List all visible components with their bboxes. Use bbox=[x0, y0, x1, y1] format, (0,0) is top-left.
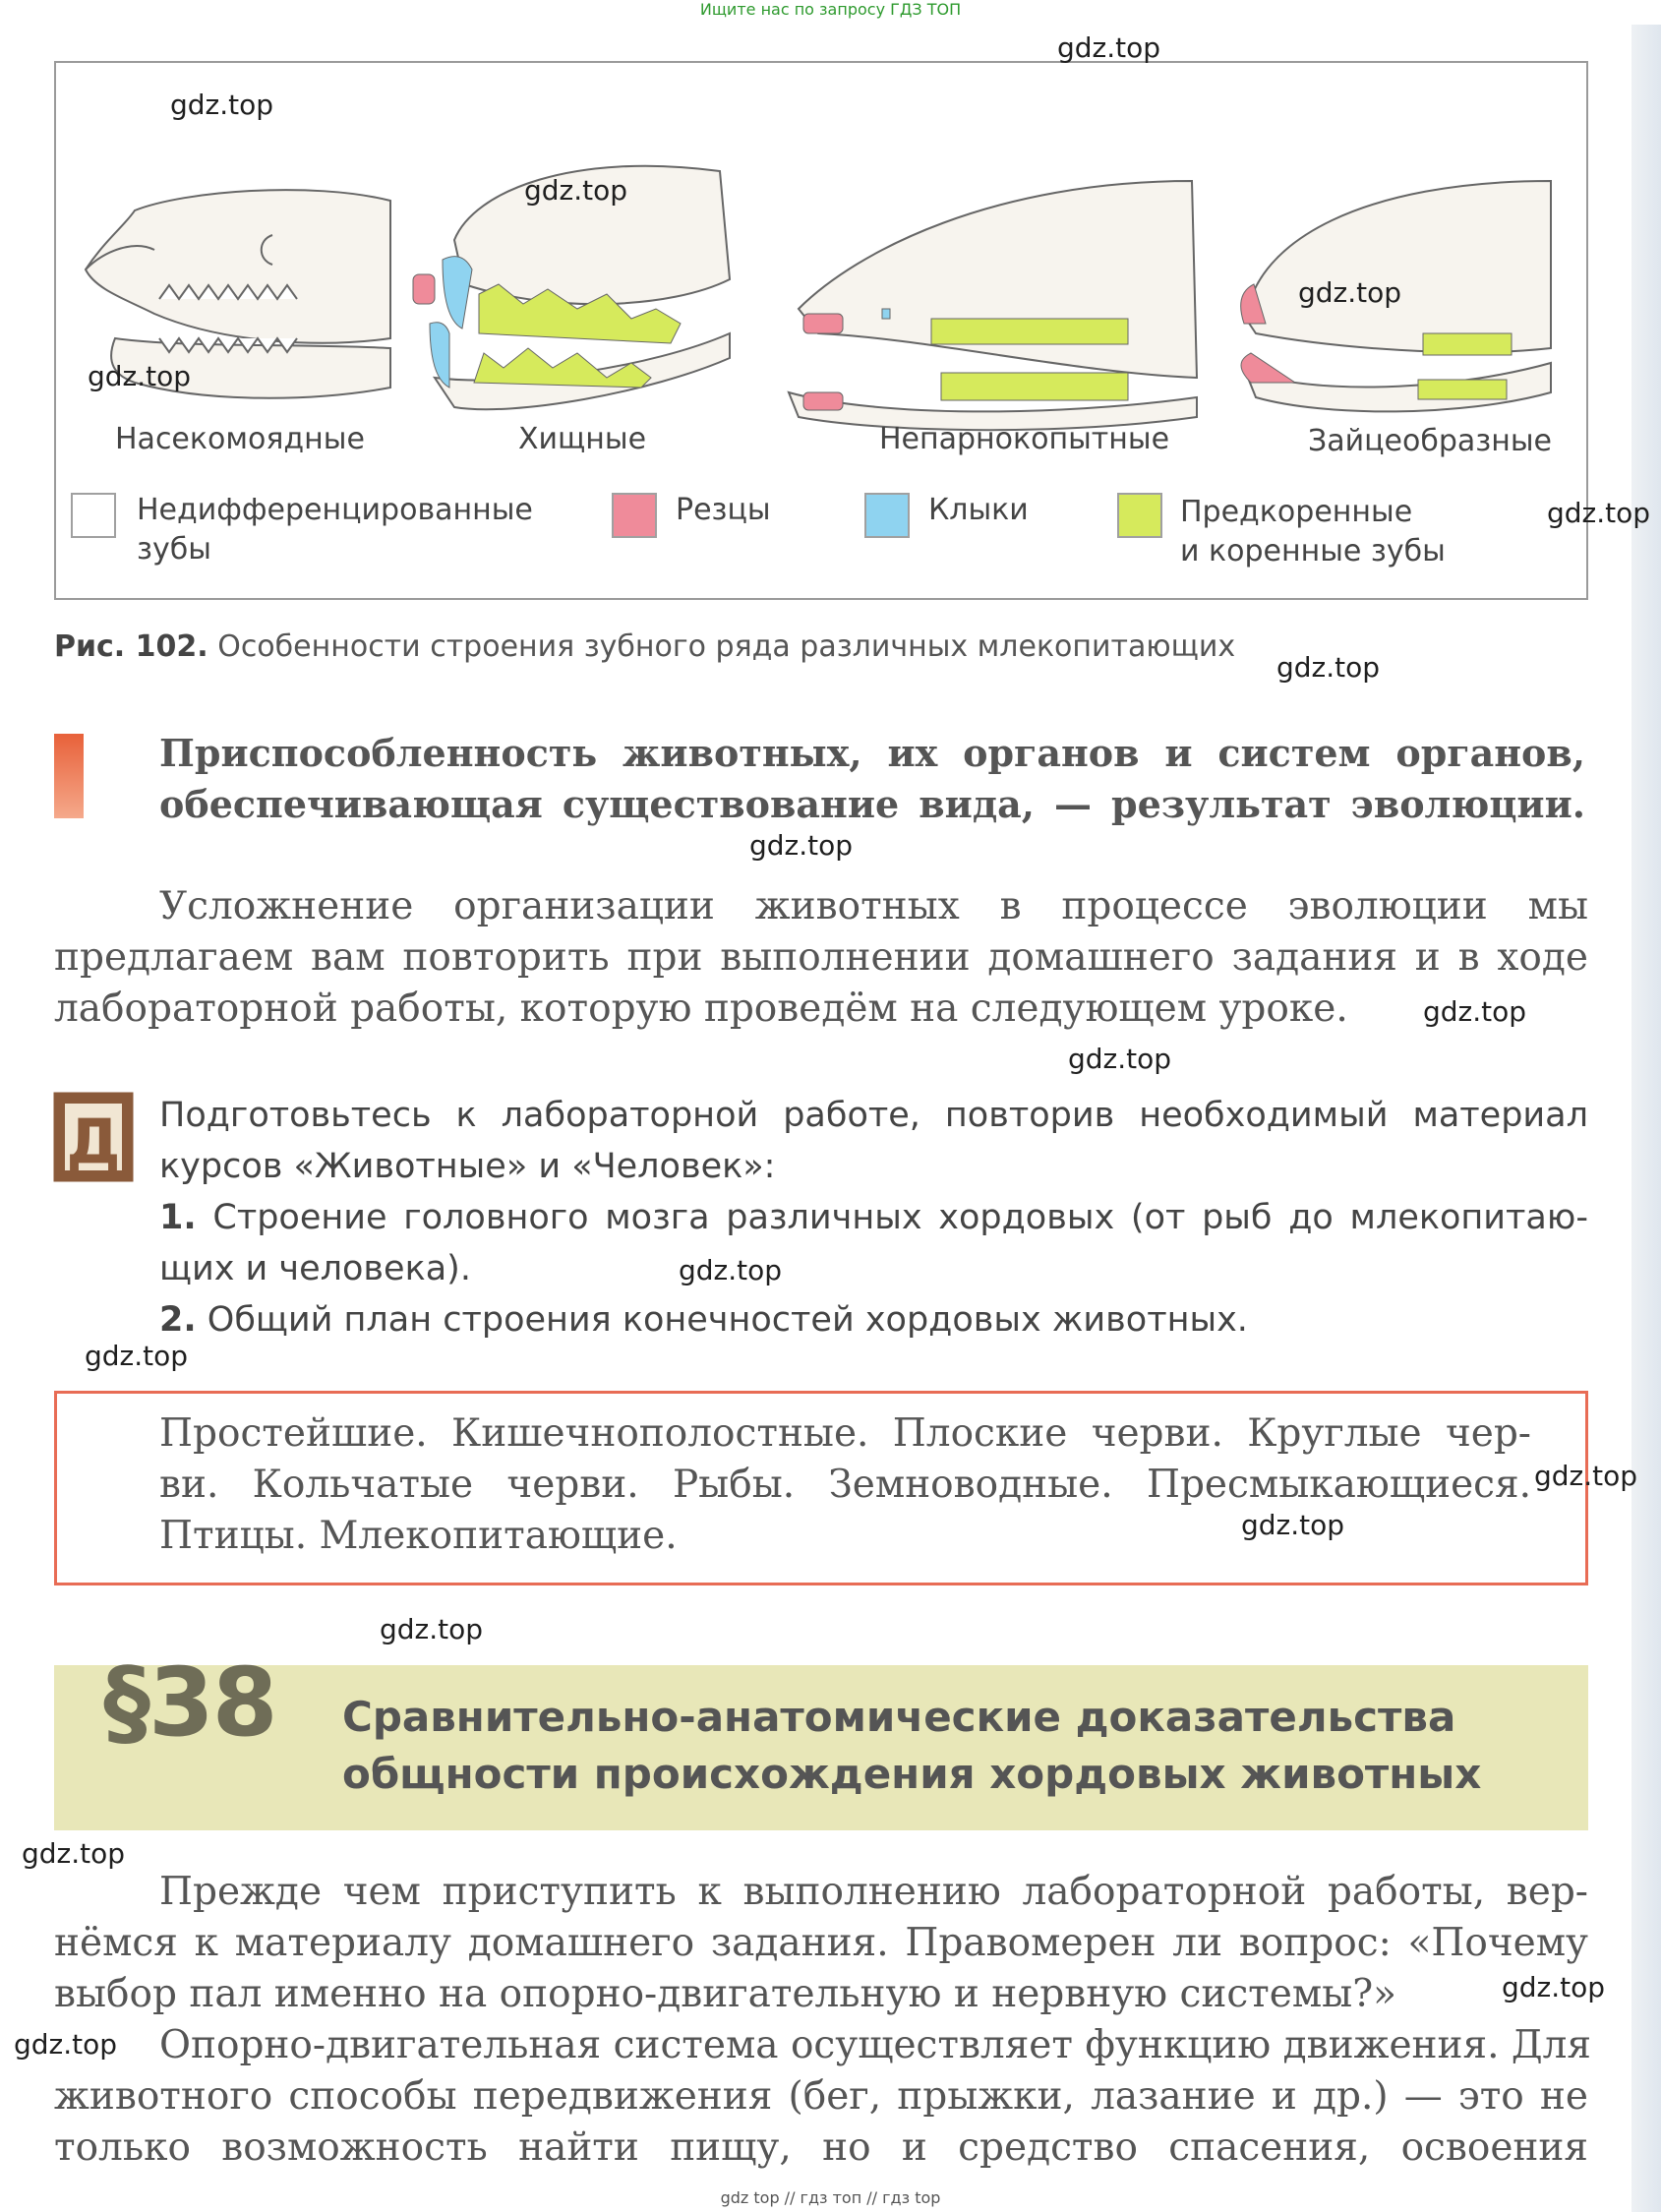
watermark: gdz.top bbox=[170, 89, 274, 121]
legend-swatch-molars bbox=[1117, 493, 1162, 538]
conclusion-accent-bar bbox=[54, 734, 84, 818]
homework-line: Подготовьтесь к лабораторной работе, повторив необходимый материал bbox=[159, 1096, 1588, 1135]
paragraph-line: Прежде чем приступить к выполнению лабораторной работы, вер- bbox=[159, 1870, 1588, 1914]
watermark: gdz.top bbox=[1276, 651, 1381, 684]
book-spine-shadow bbox=[1631, 25, 1661, 2212]
watermark: gdz.top bbox=[749, 829, 854, 862]
watermark: gdz.top bbox=[85, 1340, 189, 1372]
section-title bbox=[342, 1689, 1481, 1803]
figure-frame bbox=[54, 61, 1588, 600]
legend-item-molars bbox=[1180, 493, 1446, 571]
figure-caption bbox=[54, 629, 1235, 664]
figure-caption-label: Рис. 102. bbox=[54, 629, 208, 664]
legend-text-line1: Предкоренные bbox=[1180, 495, 1413, 529]
paragraph-line: выбор пал именно на опорно-двигательную и нервную системы?» bbox=[54, 1972, 1396, 2016]
legend-swatch-canines bbox=[864, 493, 910, 538]
paragraph-line: нёмся к материалу домашнего задания. Правомерен ли вопрос: «Почему bbox=[54, 1921, 1588, 1965]
watermark: gdz.top bbox=[1068, 1043, 1172, 1075]
conclusion-statement bbox=[159, 728, 1585, 830]
homework-d-icon bbox=[53, 1092, 134, 1182]
body-paragraph bbox=[54, 1867, 1592, 2174]
figure-caption-text: Особенности строения зубного ряда различных млекопитающих bbox=[217, 629, 1236, 664]
conclusion-line: обеспечивающая существование вида, — результат эволюции. bbox=[159, 782, 1585, 826]
keywords-line: Простейшие. Кишечнополостные. Плоские черви. Круглые чер- bbox=[159, 1411, 1531, 1456]
paragraph-line: только возможность найти пищу, но и средство спасения, освоения bbox=[54, 2125, 1588, 2170]
legend-swatch-undifferentiated bbox=[71, 493, 116, 538]
section-number: §38 bbox=[103, 1647, 276, 1758]
section-title-line: общности происхождения хордовых животных bbox=[342, 1750, 1482, 1798]
paragraph-line: лабораторной работы, которую проведём на следующем уроке. bbox=[54, 986, 1348, 1031]
skull-label-carnivora: Хищные bbox=[518, 422, 647, 456]
legend-text-line1: Недифференцированные bbox=[137, 493, 533, 527]
paragraph-line: животного способы передвижения (бег, прыжки, лазание и др.) — это не bbox=[54, 2074, 1588, 2119]
watermark: gdz.top bbox=[1423, 995, 1527, 1028]
conclusion-line: Приспособленность животных, их органов и систем органов, bbox=[159, 731, 1585, 775]
legend-text-line2: зубы bbox=[137, 532, 211, 567]
watermark: gdz.top bbox=[1241, 1509, 1345, 1541]
homework-item-1 bbox=[159, 1192, 1588, 1243]
watermark: gdz.top bbox=[380, 1613, 484, 1645]
skull-label-lagomorpha: Зайцеобразные bbox=[1308, 424, 1552, 458]
watermark: gdz.top bbox=[22, 1837, 126, 1870]
legend-text-line2: и коренные зубы bbox=[1180, 534, 1446, 568]
watermark: gdz.top bbox=[1502, 1971, 1606, 2003]
homework-line: курсов «Животные» и «Человек»: bbox=[159, 1147, 776, 1186]
legend-text-incisors: Резцы bbox=[676, 493, 771, 527]
keywords-line: ви. Кольчатые черви. Рыбы. Земноводные. Пресмыкающиеся. bbox=[159, 1463, 1531, 1507]
watermark: gdz.top bbox=[679, 1254, 783, 1286]
homework-icon-letter: Д bbox=[66, 1106, 121, 1177]
skull-carnivora-image bbox=[395, 122, 749, 427]
legend-swatch-incisors bbox=[612, 493, 657, 538]
paragraph-line: предлагаем вам повторить при выполнении домашнего задания и в ходе bbox=[54, 935, 1588, 980]
watermark: gdz.top bbox=[88, 360, 192, 392]
watermark: gdz.top bbox=[1534, 1460, 1638, 1492]
watermark: gdz.top bbox=[1547, 497, 1651, 529]
section-title-line: Сравнительно-анатомические доказательства bbox=[342, 1693, 1456, 1741]
intro-paragraph bbox=[54, 881, 1588, 1035]
skull-label-perissodactyla: Непарнокопытные bbox=[879, 422, 1170, 456]
top-banner[interactable]: Ищите нас по запросу ГДЗ ТОП bbox=[699, 0, 962, 19]
keywords-line: Птицы. Млекопитающие. bbox=[159, 1514, 678, 1558]
legend-text-canines: Клыки bbox=[928, 493, 1029, 527]
footer-banner[interactable]: gdz top // гдз топ // гдз top bbox=[720, 2188, 941, 2207]
skull-lagomorpha-image bbox=[1216, 122, 1571, 417]
skull-perissodactyla-image bbox=[779, 122, 1212, 437]
watermark: gdz.top bbox=[1057, 31, 1161, 64]
homework-item-number: 1. bbox=[159, 1198, 197, 1237]
paragraph-line: Усложнение организации животных в процессе эволюции мы bbox=[159, 884, 1588, 928]
homework-task bbox=[159, 1090, 1588, 1345]
homework-item-number: 2. bbox=[159, 1300, 197, 1340]
homework-item-text: Строение головного мозга различных хордовых (от рыб до млекопитаю- bbox=[212, 1198, 1588, 1237]
legend-item-undifferentiated bbox=[137, 491, 533, 569]
watermark: gdz.top bbox=[1298, 276, 1402, 309]
watermark: gdz.top bbox=[524, 174, 628, 207]
watermark: gdz.top bbox=[14, 2028, 118, 2061]
skull-label-insectivora: Насекомоядные bbox=[115, 422, 365, 456]
homework-item-2 bbox=[159, 1294, 1588, 1345]
paragraph-line: Опорно-двигательная система осуществляет функцию движения. Для bbox=[159, 2023, 1592, 2067]
homework-item-text: Общий план строения конечностей хордовых животных. bbox=[207, 1300, 1248, 1340]
homework-line: щих и человека). bbox=[159, 1249, 471, 1288]
